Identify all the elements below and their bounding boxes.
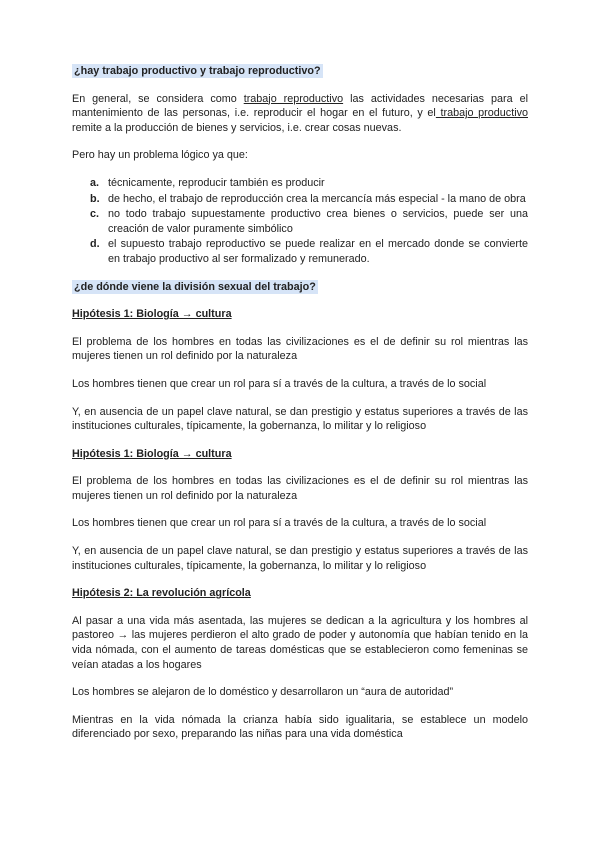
term-productive-work: trabajo productivo <box>435 107 528 120</box>
hypothesis-2-paragraph: Los hombres se alejaron de lo doméstico y desarrollaron un “aura de autoridad” <box>72 686 454 699</box>
hypothesis-1-paragraph: Y, en ausencia de un papel clave natural, se dan prestigio y estatus superiores a través de las instituciones culturales, típicamente, la gobernanza, lo militar y lo religioso <box>72 405 528 433</box>
hypothesis-1-repeat-paragraph: El problema de los hombres en todas las civilizaciones es el de definir su rol mientras las mujeres tienen un rol definido por la naturaleza <box>72 475 528 502</box>
hypothesis-2-paragraph: Mientras en la vida nómada la crianza había sido igualitaria, se establece un modelo diferenciado por sexo, preparando las niñas para una vida doméstica <box>72 713 528 741</box>
list-item <box>72 207 528 236</box>
problem-list <box>72 176 528 267</box>
definition-text-b: las actividades necesarias para el mantenimiento de las personas, i.e. reproducir el hogar en el futuro, y el <box>72 92 529 120</box>
definition-text-a: En general, se considera como <box>72 92 244 105</box>
term-reproductive-work: trabajo reproductivo <box>243 92 344 105</box>
list-item-text: de hecho, el trabajo de reproducción crea la mercancía más especial - la mano de obra <box>108 192 526 205</box>
section-heading-sexual-division <box>72 280 528 295</box>
list-item-text: el supuesto trabajo reproductivo se puede realizar en el mercado donde se convierte en trabajo productivo al ser formalizado y remunerado. <box>108 238 528 265</box>
hypothesis-1-repeat-paragraph: Los hombres tienen que crear un rol para sí a través de la cultura, a través de lo social <box>72 517 487 530</box>
hypothesis-1-repeat-paragraph: Y, en ausencia de un papel clave natural, se dan prestigio y estatus superiores a través de las instituciones culturales, típicamente, la gobernanza, lo militar y lo religioso <box>72 545 528 572</box>
list-marker: d. <box>90 238 100 251</box>
hypothesis-2-title: Hipótesis 2: La revolución agrícola <box>72 587 251 600</box>
section-heading-productive-work <box>72 64 528 79</box>
list-item-text: no todo trabajo supuestamente productivo crea bienes o servicios, puede ser una creación de valor puramente simbólico <box>108 208 528 235</box>
hypothesis-2-paragraph: Al pasar a una vida más asentada, las mujeres se dedican a la agricultura y los hombres al pastoreo → las mujeres perdieron el alto grado de poder y autonomía que habían tenido en la vida nómada, con el aumento de tareas domésticas que se establecieron como femeninas se veían atadas a los hogares <box>72 614 528 671</box>
problem-intro: Pero hay un problema lógico ya que: <box>72 149 248 162</box>
hypothesis-1-paragraph: El problema de los hombres en todas las civilizaciones es el de definir su rol mientras las mujeres tienen un rol definido por la naturaleza <box>72 335 528 363</box>
list-marker: a. <box>90 176 100 189</box>
list-marker: c. <box>90 208 100 221</box>
list-item-text: técnicamente, reproducir también es producir <box>108 176 325 189</box>
section-heading-text: ¿hay trabajo productivo y trabajo reproductivo? <box>74 65 321 77</box>
list-item <box>72 237 528 266</box>
hypothesis-1-paragraph: Los hombres tienen que crear un rol para sí a través de la cultura, a través de lo social <box>72 377 487 390</box>
definition-paragraph <box>72 92 528 136</box>
section-heading-text: ¿de dónde viene la división sexual del trabajo? <box>74 280 316 293</box>
list-item <box>72 176 528 191</box>
list-marker: b. <box>90 192 100 205</box>
hypothesis-1-title-repeat: Hipótesis 1: Biología → cultura <box>72 447 232 460</box>
hypothesis-1-title: Hipótesis 1: Biología → cultura <box>72 308 232 321</box>
document-content <box>72 64 528 755</box>
list-item <box>72 192 528 207</box>
definition-text-c: remite a la producción de bienes y servicios, i.e. crear cosas nuevas. <box>72 121 402 134</box>
